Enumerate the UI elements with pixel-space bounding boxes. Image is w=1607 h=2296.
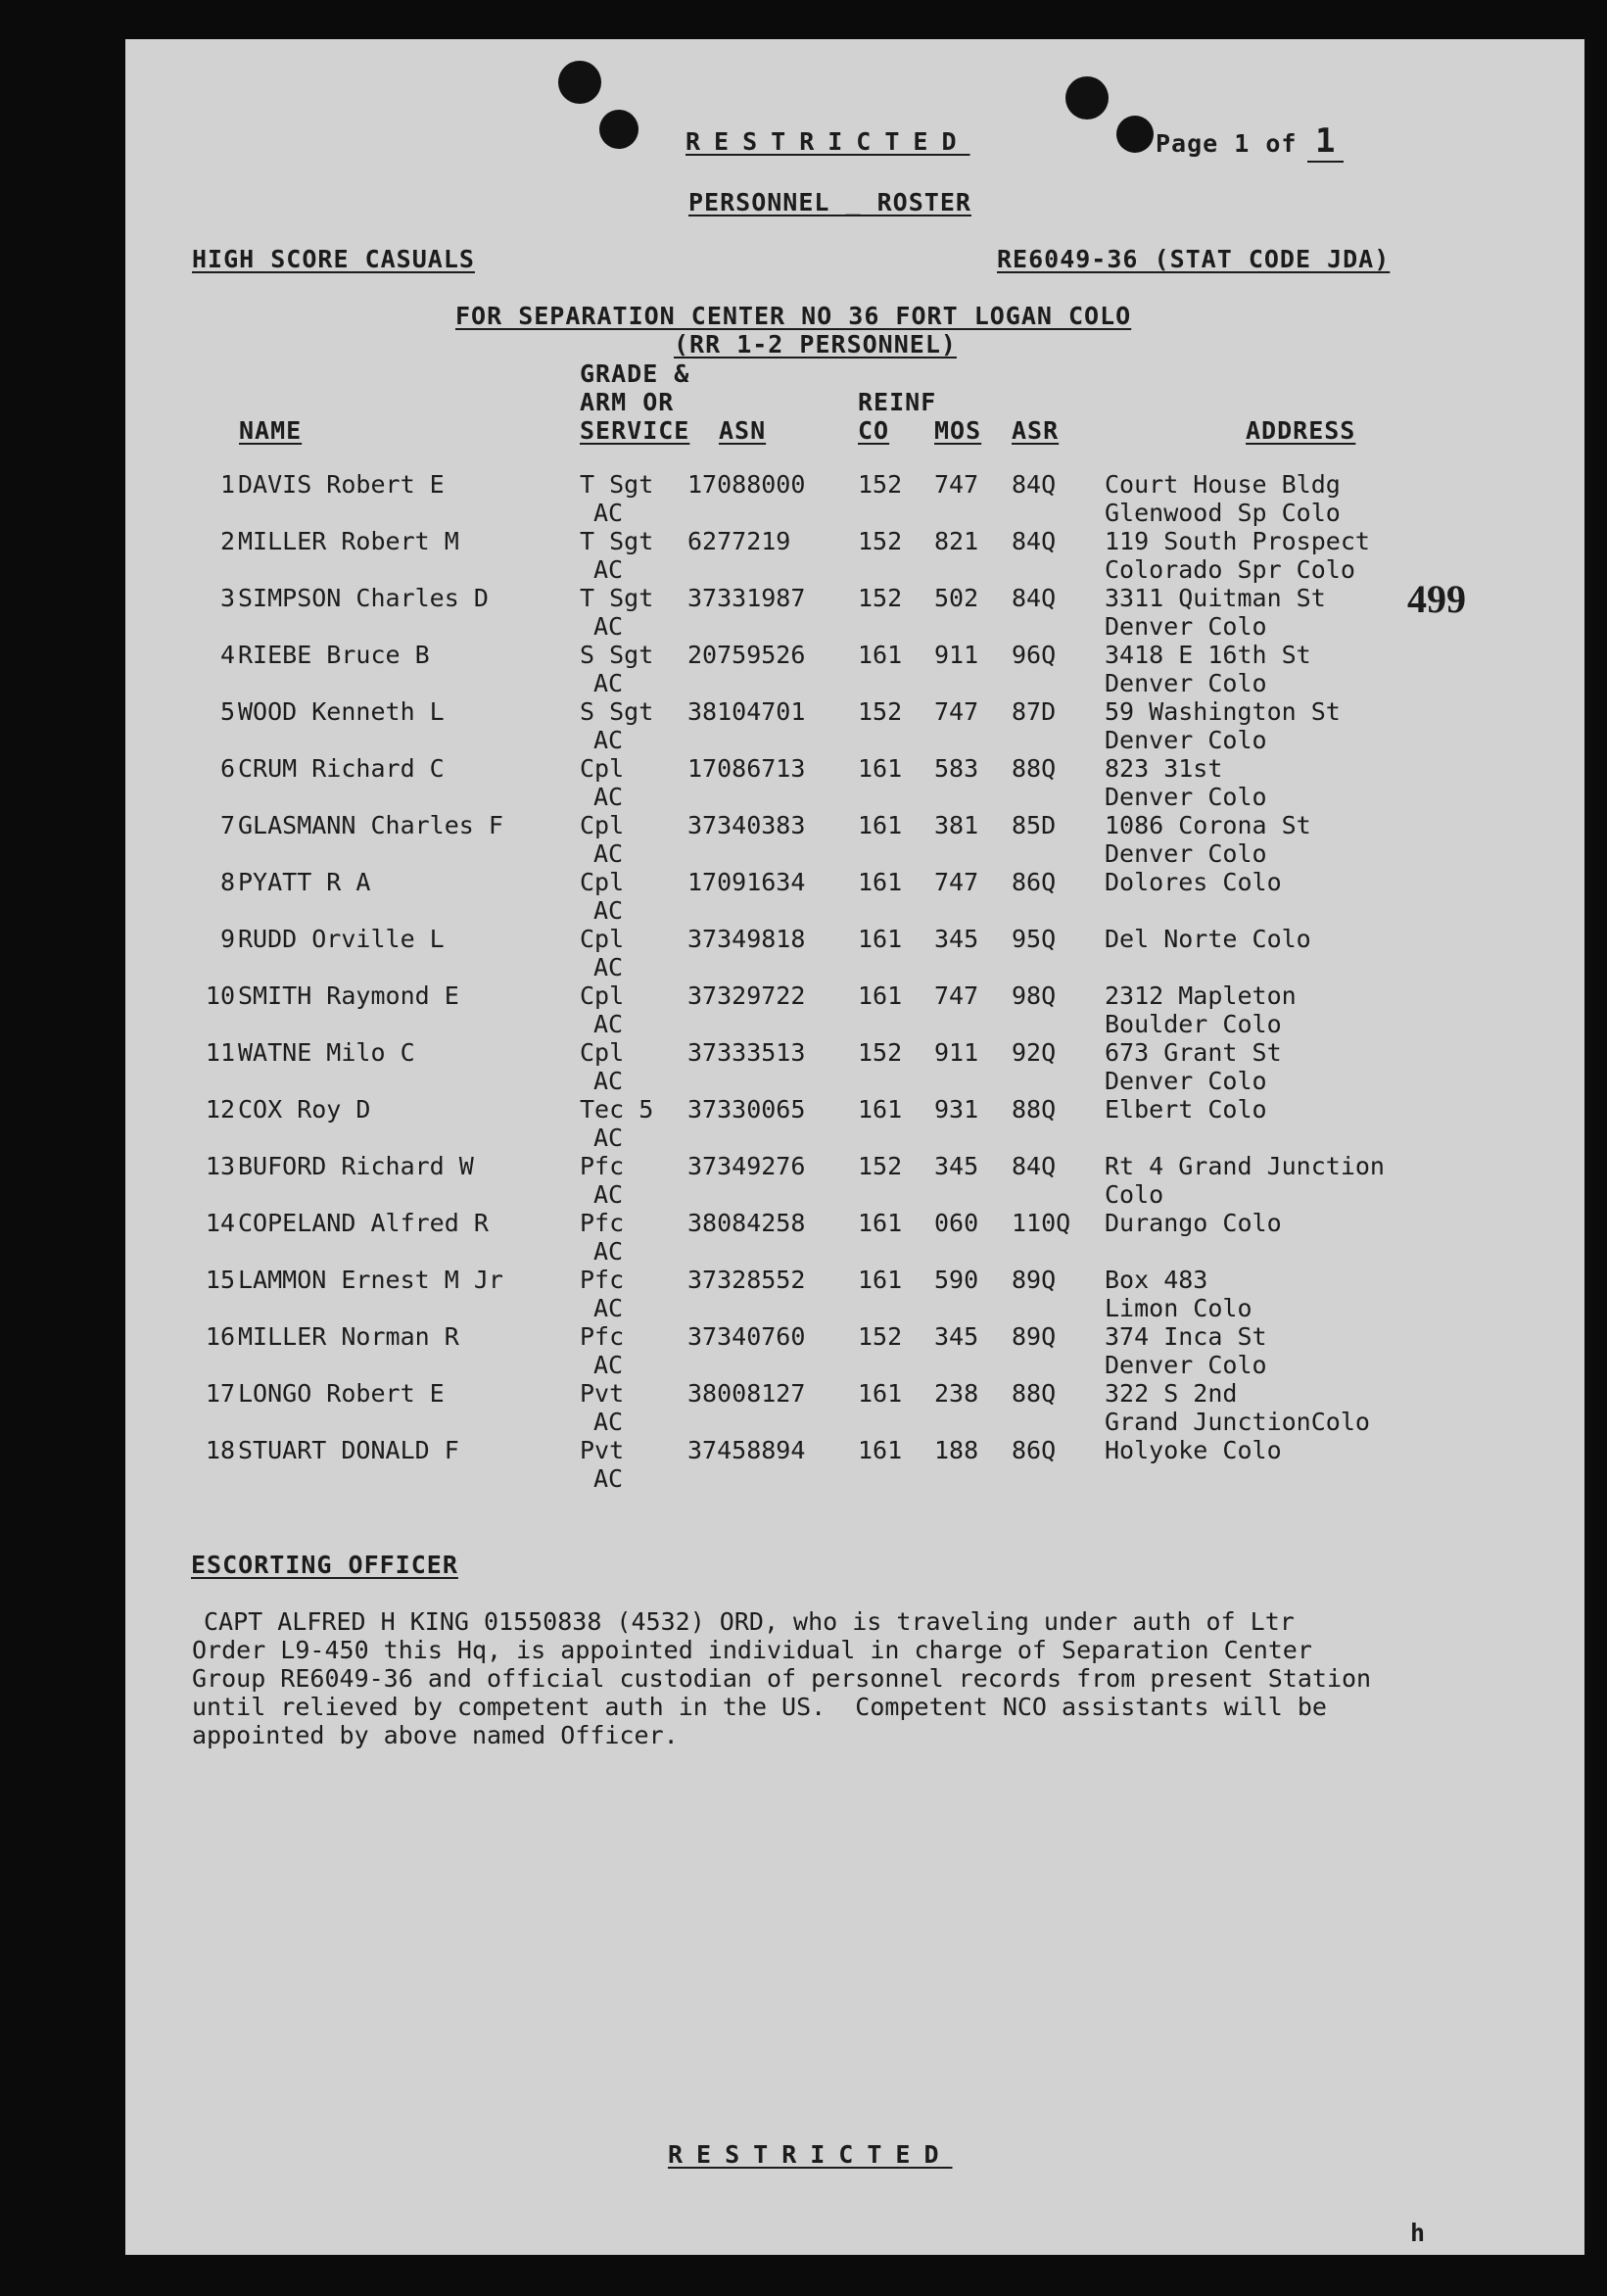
- row-arm: AC: [593, 1294, 624, 1322]
- table-row: [0, 811, 1607, 868]
- row-asr: 86Q: [1012, 868, 1057, 896]
- row-arm: AC: [593, 726, 624, 754]
- row-asr: 88Q: [1012, 754, 1057, 783]
- row-mos: 345: [934, 925, 979, 953]
- row-co: 152: [858, 1038, 903, 1067]
- table-row: [0, 1152, 1607, 1209]
- row-arm: AC: [593, 1464, 624, 1493]
- row-address-line1: Court House Bldg: [1105, 470, 1341, 499]
- row-grade: S Sgt: [580, 641, 654, 669]
- group-label: HIGH SCORE CASUALS: [192, 245, 475, 273]
- row-asn: 38104701: [687, 697, 806, 726]
- table-row: [0, 470, 1607, 527]
- row-asn: 38084258: [687, 1209, 806, 1237]
- row-name: BUFORD Richard W: [238, 1152, 474, 1180]
- row-address-line1: Box 483: [1105, 1266, 1208, 1294]
- row-co: 152: [858, 1152, 903, 1180]
- row-name: WATNE Milo C: [238, 1038, 415, 1067]
- row-asn: 37328552: [687, 1266, 806, 1294]
- col-grade-line2: ARM OR: [580, 388, 675, 416]
- row-grade: T Sgt: [580, 584, 654, 612]
- row-mos: 911: [934, 1038, 979, 1067]
- row-grade: Cpl: [580, 925, 625, 953]
- row-grade: Tec 5: [580, 1095, 654, 1124]
- row-asr: 84Q: [1012, 527, 1057, 555]
- row-arm: AC: [593, 1351, 624, 1379]
- escort-line: until relieved by competent auth in the US. Competent NCO assistants will be: [192, 1693, 1327, 1721]
- escort-line: CAPT ALFRED H KING 01550838 (4532) ORD, who is traveling under auth of Ltr: [204, 1607, 1295, 1636]
- col-mos: MOS: [934, 416, 982, 445]
- row-name: RIEBE Bruce B: [238, 641, 430, 669]
- row-number: 14: [205, 1209, 235, 1237]
- table-row: [0, 981, 1607, 1038]
- table-row: [0, 641, 1607, 697]
- corner-mark: h: [1410, 2219, 1427, 2247]
- row-co: 161: [858, 754, 903, 783]
- row-address-line1: 322 S 2nd: [1105, 1379, 1238, 1408]
- table-row: [0, 1209, 1607, 1266]
- row-mos: 911: [934, 641, 979, 669]
- row-mos: 345: [934, 1152, 979, 1180]
- row-address-line2: Limon Colo: [1105, 1294, 1253, 1322]
- row-asr: 110Q: [1012, 1209, 1071, 1237]
- punch-hole: [1116, 116, 1154, 153]
- row-number: 2: [219, 527, 235, 555]
- row-grade: Cpl: [580, 811, 625, 839]
- row-number: 17: [205, 1379, 235, 1408]
- row-arm: AC: [593, 1408, 624, 1436]
- table-row: [0, 697, 1607, 754]
- row-mos: 590: [934, 1266, 979, 1294]
- table-row: [0, 925, 1607, 981]
- row-address-line1: 119 South Prospect: [1105, 527, 1370, 555]
- row-address-line2: Colo: [1105, 1180, 1164, 1209]
- punch-hole: [599, 110, 638, 149]
- row-name: RUDD Orville L: [238, 925, 445, 953]
- row-number: 8: [219, 868, 235, 896]
- row-co: 161: [858, 1379, 903, 1408]
- row-mos: 821: [934, 527, 979, 555]
- row-name: MILLER Robert M: [238, 527, 459, 555]
- row-address-line1: 2312 Mapleton: [1105, 981, 1297, 1010]
- escort-line: Order L9-450 this Hq, is appointed individual in charge of Separation Center: [192, 1636, 1312, 1664]
- row-address-line2: Denver Colo: [1105, 669, 1267, 697]
- row-number: 4: [219, 641, 235, 669]
- page-total: 1: [1307, 121, 1344, 163]
- row-co: 161: [858, 981, 903, 1010]
- row-mos: 188: [934, 1436, 979, 1464]
- table-row: [0, 1095, 1607, 1152]
- row-name: COPELAND Alfred R: [238, 1209, 489, 1237]
- col-asn: ASN: [719, 416, 767, 445]
- row-arm: AC: [593, 1067, 624, 1095]
- row-asn: 37340383: [687, 811, 806, 839]
- row-co: 152: [858, 470, 903, 499]
- restricted-stamp-bottom: RESTRICTED: [668, 2140, 953, 2169]
- row-number: 10: [205, 981, 235, 1010]
- row-name: PYATT R A: [238, 868, 371, 896]
- row-name: COX Roy D: [238, 1095, 371, 1124]
- row-grade: Pvt: [580, 1379, 625, 1408]
- row-asn: 20759526: [687, 641, 806, 669]
- row-mos: 583: [934, 754, 979, 783]
- row-mos: 345: [934, 1322, 979, 1351]
- roster-code: RE6049-36 (STAT CODE JDA): [997, 245, 1391, 273]
- table-row: [0, 868, 1607, 925]
- row-address-line1: 59 Washington St: [1105, 697, 1341, 726]
- row-arm: AC: [593, 1237, 624, 1266]
- row-co: 161: [858, 1436, 903, 1464]
- row-name: DAVIS Robert E: [238, 470, 445, 499]
- roster-title: PERSONNEL _ ROSTER: [688, 188, 971, 216]
- row-co: 152: [858, 1322, 903, 1351]
- row-grade: Pfc: [580, 1152, 625, 1180]
- row-arm: AC: [593, 839, 624, 868]
- escort-line: appointed by above named Officer.: [192, 1721, 679, 1749]
- row-asn: 37331987: [687, 584, 806, 612]
- row-arm: AC: [593, 1010, 624, 1038]
- row-asr: 84Q: [1012, 470, 1057, 499]
- row-co: 161: [858, 1095, 903, 1124]
- row-grade: Pfc: [580, 1209, 625, 1237]
- row-asn: 37330065: [687, 1095, 806, 1124]
- row-asn: 37333513: [687, 1038, 806, 1067]
- side-number: 499: [1407, 577, 1466, 621]
- row-address-line1: 374 Inca St: [1105, 1322, 1267, 1351]
- row-name: GLASMANN Charles F: [238, 811, 503, 839]
- row-co: 161: [858, 925, 903, 953]
- row-grade: Cpl: [580, 868, 625, 896]
- table-row: [0, 584, 1607, 641]
- row-arm: AC: [593, 896, 624, 925]
- row-mos: 060: [934, 1209, 979, 1237]
- row-address-line2: Glenwood Sp Colo: [1105, 499, 1341, 527]
- row-asn: 37340760: [687, 1322, 806, 1351]
- row-address-line2: Boulder Colo: [1105, 1010, 1282, 1038]
- row-grade: Pfc: [580, 1322, 625, 1351]
- row-number: 15: [205, 1266, 235, 1294]
- col-grade-line3: SERVICE: [580, 416, 690, 445]
- row-grade: Pfc: [580, 1266, 625, 1294]
- row-grade: Cpl: [580, 754, 625, 783]
- row-arm: AC: [593, 555, 624, 584]
- row-number: 7: [219, 811, 235, 839]
- row-co: 152: [858, 697, 903, 726]
- row-number: 12: [205, 1095, 235, 1124]
- row-address-line1: Del Norte Colo: [1105, 925, 1311, 953]
- col-co: CO: [858, 416, 890, 445]
- row-asn: 37349818: [687, 925, 806, 953]
- table-row: [0, 1038, 1607, 1095]
- row-arm: AC: [593, 499, 624, 527]
- row-address-line2: Denver Colo: [1105, 783, 1267, 811]
- row-address-line1: 823 31st: [1105, 754, 1223, 783]
- row-arm: AC: [593, 612, 624, 641]
- page-label: Page 1 of: [1156, 129, 1298, 158]
- row-address-line2: Denver Colo: [1105, 726, 1267, 754]
- row-address-line1: 1086 Corona St: [1105, 811, 1311, 839]
- table-row: [0, 1379, 1607, 1436]
- row-arm: AC: [593, 953, 624, 981]
- table-row: [0, 1266, 1607, 1322]
- row-address-line1: Elbert Colo: [1105, 1095, 1267, 1124]
- row-asr: 96Q: [1012, 641, 1057, 669]
- row-arm: AC: [593, 1124, 624, 1152]
- row-number: 5: [219, 697, 235, 726]
- row-asn: 6277219: [687, 527, 791, 555]
- row-arm: AC: [593, 1180, 624, 1209]
- col-name: NAME: [239, 416, 303, 445]
- escort-line: Group RE6049-36 and official custodian of personnel records from present Station: [192, 1664, 1372, 1693]
- row-address-line2: Denver Colo: [1105, 1351, 1267, 1379]
- row-number: 18: [205, 1436, 235, 1464]
- row-grade: Cpl: [580, 981, 625, 1010]
- row-asr: 89Q: [1012, 1322, 1057, 1351]
- punch-hole: [558, 61, 601, 104]
- row-asr: 92Q: [1012, 1038, 1057, 1067]
- row-number: 9: [219, 925, 235, 953]
- row-address-line1: 3311 Quitman St: [1105, 584, 1326, 612]
- row-asn: 37458894: [687, 1436, 806, 1464]
- row-mos: 381: [934, 811, 979, 839]
- row-co: 161: [858, 1209, 903, 1237]
- row-address-line1: 3418 E 16th St: [1105, 641, 1311, 669]
- row-asn: 17086713: [687, 754, 806, 783]
- row-grade: T Sgt: [580, 527, 654, 555]
- row-asr: 95Q: [1012, 925, 1057, 953]
- escort-heading: ESCORTING OFFICER: [191, 1551, 458, 1579]
- row-address-line2: Grand JunctionColo: [1105, 1408, 1370, 1436]
- row-name: SMITH Raymond E: [238, 981, 459, 1010]
- row-address-line2: Denver Colo: [1105, 839, 1267, 868]
- row-name: STUART DONALD F: [238, 1436, 459, 1464]
- row-mos: 747: [934, 470, 979, 499]
- restricted-stamp-top: RESTRICTED: [685, 127, 970, 156]
- row-asn: 37349276: [687, 1152, 806, 1180]
- row-grade: T Sgt: [580, 470, 654, 499]
- row-asn: 37329722: [687, 981, 806, 1010]
- row-number: 6: [219, 754, 235, 783]
- row-arm: AC: [593, 669, 624, 697]
- row-grade: Cpl: [580, 1038, 625, 1067]
- row-address-line1: Rt 4 Grand Junction: [1105, 1152, 1385, 1180]
- row-address-line1: Holyoke Colo: [1105, 1436, 1282, 1464]
- table-row: [0, 754, 1607, 811]
- punch-hole: [1065, 76, 1109, 120]
- row-grade: Pvt: [580, 1436, 625, 1464]
- row-name: CRUM Richard C: [238, 754, 445, 783]
- row-name: WOOD Kenneth L: [238, 697, 445, 726]
- row-address-line2: Colorado Spr Colo: [1105, 555, 1355, 584]
- row-mos: 747: [934, 868, 979, 896]
- row-address-line2: Denver Colo: [1105, 612, 1267, 641]
- row-asr: 84Q: [1012, 1152, 1057, 1180]
- table-row: [0, 527, 1607, 584]
- row-asr: 89Q: [1012, 1266, 1057, 1294]
- row-name: MILLER Norman R: [238, 1322, 459, 1351]
- row-number: 11: [205, 1038, 235, 1067]
- col-grade-line1: GRADE &: [580, 359, 690, 388]
- row-address-line1: Durango Colo: [1105, 1209, 1282, 1237]
- personnel-type: (RR 1-2 PERSONNEL): [674, 330, 957, 359]
- row-co: 161: [858, 641, 903, 669]
- row-mos: 238: [934, 1379, 979, 1408]
- row-number: 16: [205, 1322, 235, 1351]
- row-asn: 38008127: [687, 1379, 806, 1408]
- row-address-line1: Dolores Colo: [1105, 868, 1282, 896]
- row-co: 161: [858, 868, 903, 896]
- destination-line: FOR SEPARATION CENTER NO 36 FORT LOGAN COLO: [455, 302, 1132, 330]
- row-arm: AC: [593, 783, 624, 811]
- row-co: 152: [858, 584, 903, 612]
- row-number: 13: [205, 1152, 235, 1180]
- row-address-line1: 673 Grant St: [1105, 1038, 1282, 1067]
- row-number: 3: [219, 584, 235, 612]
- row-asn: 17088000: [687, 470, 806, 499]
- row-asr: 88Q: [1012, 1095, 1057, 1124]
- row-asr: 87D: [1012, 697, 1057, 726]
- row-name: LONGO Robert E: [238, 1379, 445, 1408]
- row-asr: 98Q: [1012, 981, 1057, 1010]
- table-row: [0, 1322, 1607, 1379]
- col-reinf: REINF: [858, 388, 937, 416]
- row-asr: 84Q: [1012, 584, 1057, 612]
- row-name: SIMPSON Charles D: [238, 584, 489, 612]
- row-mos: 502: [934, 584, 979, 612]
- row-mos: 931: [934, 1095, 979, 1124]
- row-grade: S Sgt: [580, 697, 654, 726]
- row-asr: 86Q: [1012, 1436, 1057, 1464]
- row-address-line2: Denver Colo: [1105, 1067, 1267, 1095]
- row-asn: 17091634: [687, 868, 806, 896]
- table-row: [0, 1436, 1607, 1493]
- row-number: 1: [219, 470, 235, 499]
- row-asr: 85D: [1012, 811, 1057, 839]
- col-address: ADDRESS: [1246, 416, 1356, 445]
- row-asr: 88Q: [1012, 1379, 1057, 1408]
- row-co: 161: [858, 811, 903, 839]
- row-mos: 747: [934, 981, 979, 1010]
- col-asr: ASR: [1012, 416, 1060, 445]
- row-co: 152: [858, 527, 903, 555]
- row-mos: 747: [934, 697, 979, 726]
- row-name: LAMMON Ernest M Jr: [238, 1266, 503, 1294]
- row-co: 161: [858, 1266, 903, 1294]
